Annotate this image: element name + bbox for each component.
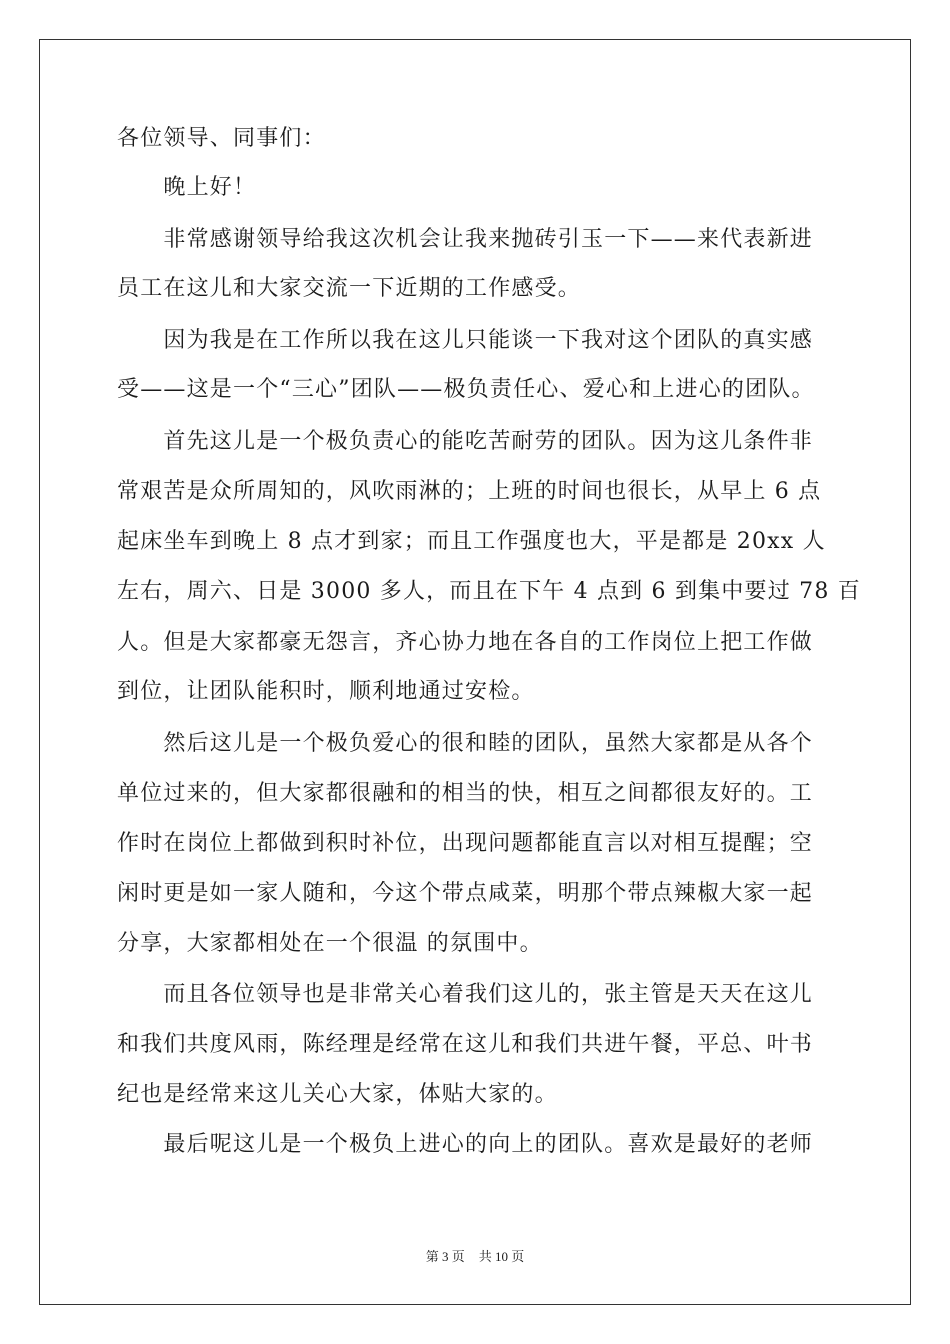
text-line: 然后这儿是一个极负爱心的很和睦的团队，虽然大家都是从各个 [117, 731, 814, 756]
text-line: 单位过来的，但大家都很融和的相当的快，相互之间都很友好的。工 [117, 781, 814, 806]
text-line: 最后呢这儿是一个极负上进心的向上的团队。喜欢是最好的老师 [117, 1132, 814, 1157]
text-line: 起床坐车到晚上 8 点才到家；而且工作强度也大，平是都是 20xx 人 [117, 529, 826, 554]
text-line: 和我们共度风雨，陈经理是经常在这儿和我们共进午餐，平总、叶书 [117, 1032, 814, 1057]
text-line: 各位领导、同事们： [117, 126, 326, 151]
text-line: 到位，让团队能积时，顺利地通过安检。 [117, 679, 535, 704]
text-line: 非常感谢领导给我这次机会让我来抛砖引玉一下——来代表新进 [117, 227, 814, 252]
text-line: 纪也是经常来这儿关心大家，体贴大家的。 [117, 1082, 558, 1107]
text-line: 首先这儿是一个极负责心的能吃苦耐劳的团队。因为这儿条件非 [117, 429, 814, 454]
page-footer [0, 1246, 950, 1265]
text-line: 闲时更是如一家人随和，今这个带点咸菜，明那个带点辣椒大家一起 [117, 881, 814, 906]
text-line: 人。但是大家都豪无怨言，齐心协力地在各自的工作岗位上把工作做 [117, 630, 814, 655]
total-pages: 共 10 页 [478, 1249, 525, 1264]
text-line: 受——这是一个“三心”团队——极负责任心、爱心和上进心的团队。 [117, 377, 815, 402]
text-line: 作时在岗位上都做到积时补位，出现问题都能直言以对相互提醒；空 [117, 831, 814, 856]
text-line: 常艰苦是众所周知的，风吹雨淋的；上班的时间也很长，从早上 6 点 [117, 479, 822, 504]
text-line: 分享，大家都相处在一个很温 的氛围中。 [117, 931, 543, 956]
text-line: 晚上好！ [117, 175, 257, 200]
text-line: 员工在这儿和大家交流一下近期的工作感受。 [117, 276, 582, 301]
page-number: 第 3 页 [425, 1249, 465, 1264]
text-line: 而且各位领导也是非常关心着我们这儿的，张主管是天天在这儿 [117, 982, 814, 1007]
text-line: 左右，周六、日是 3000 多人，而且在下午 4 点到 6 到集中要过 78 百 [117, 579, 861, 604]
text-line: 因为我是在工作所以我在这儿只能谈一下我对这个团队的真实感 [117, 328, 814, 353]
